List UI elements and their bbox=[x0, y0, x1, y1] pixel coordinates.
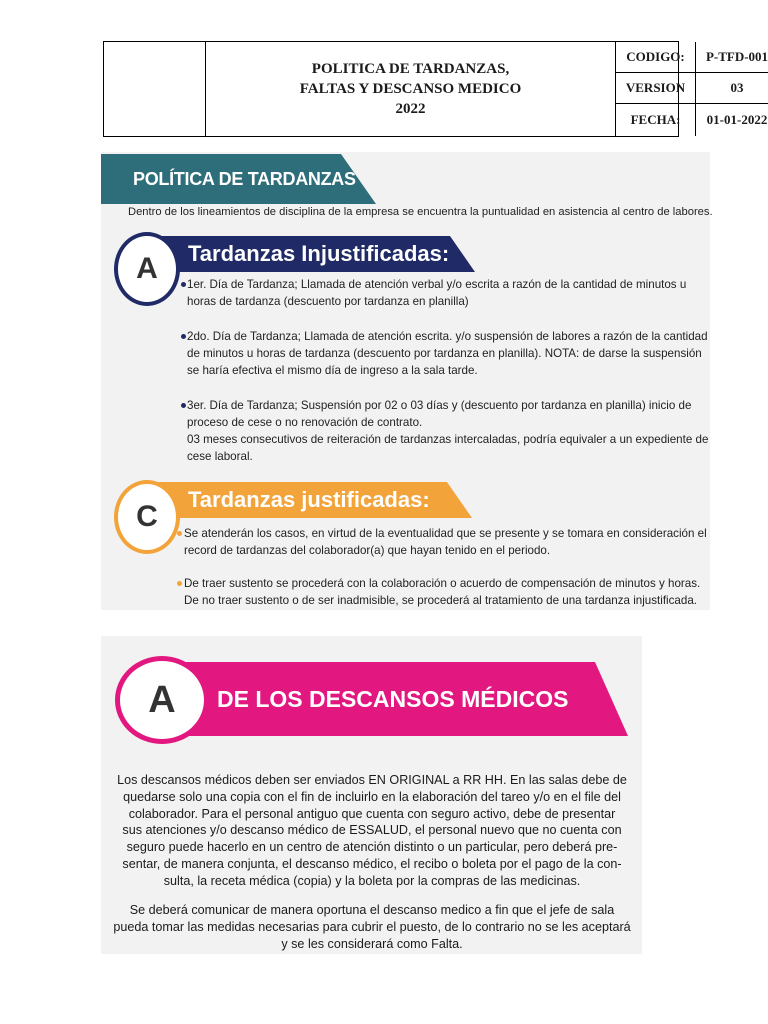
intro-text: Dentro de los lineamientos de disciplina de la empresa se encuentra la puntualidad en asistencia al centro de labores. bbox=[128, 206, 713, 218]
badge-letter: A bbox=[148, 678, 176, 721]
bullet-dot bbox=[181, 334, 186, 339]
injustificadas-header bbox=[150, 236, 475, 272]
fecha-label: FECHA: bbox=[616, 104, 696, 136]
politica-tardanzas-banner bbox=[101, 154, 376, 204]
bullet-dot bbox=[177, 531, 182, 536]
banner-title: POLÍTICA DE TARDANZAS bbox=[133, 168, 356, 189]
letter-a-badge bbox=[114, 232, 180, 306]
justificadas-header bbox=[150, 482, 472, 518]
descansos-banner bbox=[155, 662, 628, 736]
badge-letter: C bbox=[136, 500, 158, 533]
descansos-title: DE LOS DESCANSOS MÉDICOS bbox=[217, 685, 569, 712]
bullet-dot bbox=[177, 581, 182, 586]
version-value: 03 bbox=[696, 73, 768, 104]
bullet-dot bbox=[181, 403, 186, 408]
fecha-value: 01-01-2022 bbox=[706, 112, 768, 127]
badge-letter: A bbox=[136, 252, 158, 285]
title-line: FALTAS Y DESCANSO MEDICO bbox=[299, 81, 522, 97]
version-label: VERSION bbox=[616, 73, 696, 104]
justificadas-title: Tardanzas justificadas: bbox=[188, 487, 430, 512]
descansos-paragraph-1: Los descansos médicos deben ser enviados EN ORIGINAL a RR HH. En las salas debe de quedarse solo una copia con el fin de incluirlo en la elaboración del tareo y/o en el file del colaborador. Para el personal antiguo que cuenta con seguro activo, debe de presentar sus atenciones y/o descanso médico de ESSALUD, el personal nuevo que no cuenta con seguro puede hacerlo en un centro de atención distinto o un particular, pero deberá pre- sentar, de manera conjunta, el descanso médico, el recibo o boleta por el pago de la con- sulta, la receta médica (copia) y la boleta por la compras de las medicinas. bbox=[117, 773, 627, 888]
letter-a-badge bbox=[115, 656, 209, 744]
descansos-paragraph-2: Se deberá comunicar de manera oportuna el descanso medico a fin que el jefe de sala pueda tomar las medidas necesarias para cubrir el puesto, de lo contrario no se les aceptará y se les considerará como Falta. bbox=[113, 903, 631, 951]
title-line: 2022 bbox=[395, 101, 426, 117]
injustificada-item-3: 3er. Día de Tardanza; Suspensión por 02 o 03 días y (descuento por tardanza en planilla) inicio de proceso de cese o no renovación de contrato. 03 meses consecutivos de reiteración de tardanzas intercaladas, podría equivaler a un expediente de cese laboral. bbox=[187, 399, 709, 463]
injustificadas-title: Tardanzas Injustificadas: bbox=[188, 241, 450, 266]
justificada-item-2: De traer sustento se procederá con la colaboración o acuerdo de compensación de minutos y horas. De no traer sustento o de ser inadmisible, se procederá al tratamiento de una tardanza injustificada. bbox=[184, 577, 701, 607]
codigo-value: P-TFD-001 bbox=[696, 42, 768, 73]
injustificada-item-2: 2do. Día de Tardanza; Llamada de atención escrita. y/o suspensión de labores a razón de la cantidad de minutos u horas de tardanza (descuento por tardanza en planilla). NOTA: de darse la suspensión se haría efectiva el mismo día de ingreso a la sala tarde. bbox=[187, 330, 708, 377]
codigo-label: CODIGO: bbox=[616, 42, 696, 73]
document-title bbox=[206, 42, 616, 136]
title-line: POLITICA DE TARDANZAS, bbox=[311, 61, 510, 77]
bullet-dot bbox=[181, 282, 186, 287]
letter-c-badge bbox=[114, 480, 180, 554]
logo-cell bbox=[104, 42, 206, 136]
justificada-item-1: Se atenderán los casos, en virtud de la eventualidad que se presente y se tomara en consideración el record de tardanzas del colaborador(a) que hayan tenido en el periodo. bbox=[184, 527, 707, 557]
injustificada-item-1: 1er. Día de Tardanza; Llamada de atención verbal y/o escrita a razón de la cantidad de minutos u horas de tardanza (descuento por tardanza en planilla) bbox=[187, 278, 687, 308]
document-header-table bbox=[103, 41, 768, 137]
